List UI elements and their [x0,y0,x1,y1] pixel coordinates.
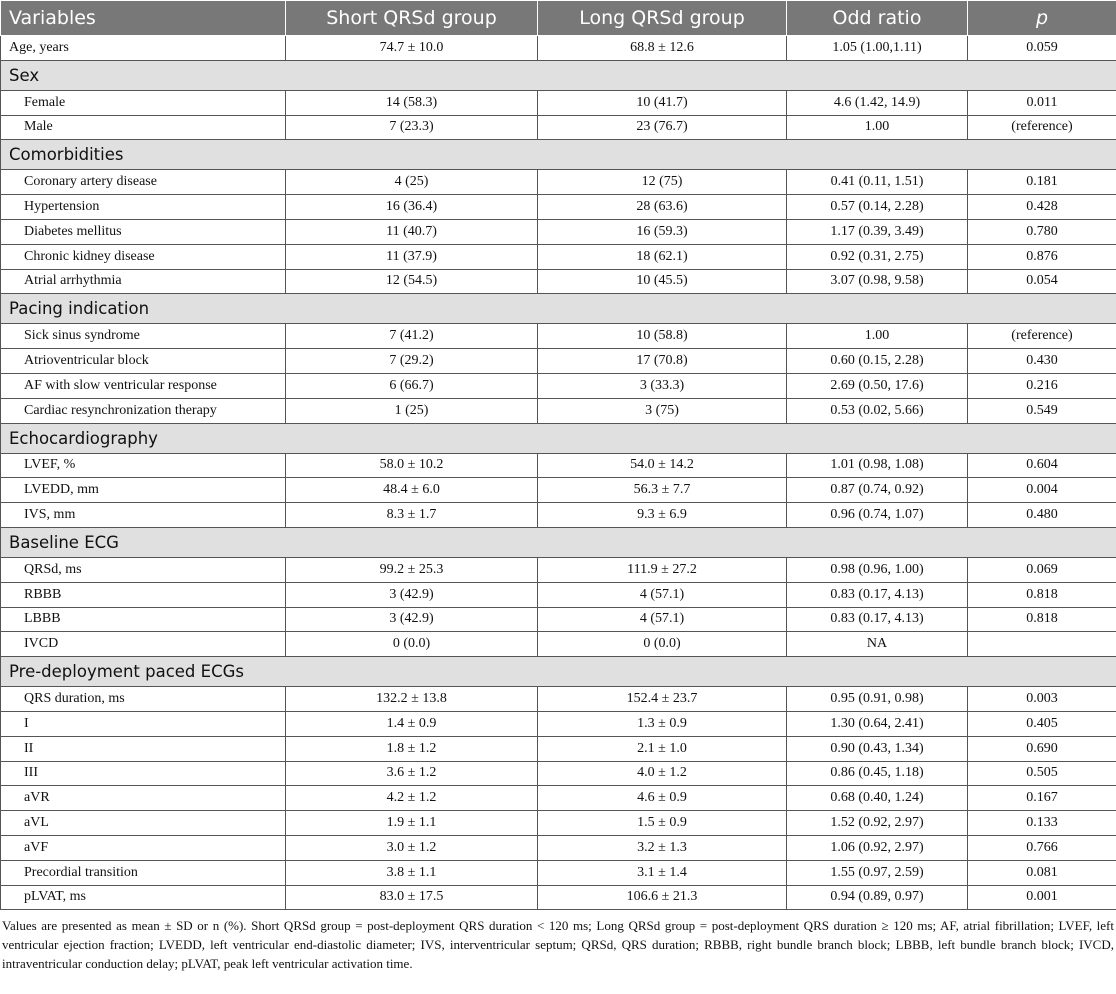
variable-cell: Cardiac resynchronization therapy [1,398,286,423]
table-row [1,885,1116,910]
p-value-cell: 0.480 [968,503,1116,528]
p-value-cell: 0.690 [968,736,1116,761]
variable-cell: I [1,711,286,736]
odd-ratio-cell: 0.90 (0.43, 1.34) [787,736,968,761]
table-row [1,453,1116,478]
long-qrsd-cell: 4 (57.1) [538,607,787,632]
variable-cell: Precordial transition [1,860,286,885]
short-qrsd-cell: 132.2 ± 13.8 [286,687,538,712]
short-qrsd-cell: 4 (25) [286,170,538,195]
table-row [1,349,1116,374]
long-qrsd-cell: 68.8 ± 12.6 [538,36,787,61]
long-qrsd-cell: 54.0 ± 14.2 [538,453,787,478]
p-value-cell: 0.818 [968,582,1116,607]
short-qrsd-cell: 3.0 ± 1.2 [286,835,538,860]
variable-cell: aVF [1,835,286,860]
p-value-cell: 0.003 [968,687,1116,712]
odd-ratio-cell: 0.53 (0.02, 5.66) [787,398,968,423]
short-qrsd-cell: 48.4 ± 6.0 [286,478,538,503]
table-footnote: Values are presented as mean ± SD or n (%). Short QRSd group = post-deployment QRS duration < 120 ms; Long QRSd group = post-deployment QRS duration ≥ 120 ms; AF, atrial fibrillation; LVEF, left ventricular ejection fraction; LVEDD, left ventricular end-diastolic diameter; IVS, interventricular septum; QRSd, QRS duration; RBBB, right bundle branch block; LBBB, left bundle branch block; IVCD, intraventricular conduction delay; pLVAT, peak left ventricular activation time. [2,918,1114,972]
section-label: Pre-deployment paced ECGs [1,657,1116,687]
long-qrsd-cell: 17 (70.8) [538,349,787,374]
variable-cell: Sick sinus syndrome [1,324,286,349]
long-qrsd-cell: 3 (33.3) [538,373,787,398]
variable-cell: Age, years [1,36,286,61]
p-value-cell: 0.059 [968,36,1116,61]
variable-cell: Atrioventricular block [1,349,286,374]
short-qrsd-cell: 1.8 ± 1.2 [286,736,538,761]
variable-cell: LVEDD, mm [1,478,286,503]
p-value-cell: 0.766 [968,835,1116,860]
short-qrsd-cell: 7 (41.2) [286,324,538,349]
table-row [1,219,1116,244]
short-qrsd-cell: 16 (36.4) [286,195,538,220]
p-value-cell: 0.004 [968,478,1116,503]
header-long-qrsd: Long QRSd group [538,1,787,36]
odd-ratio-cell: NA [787,632,968,657]
section-header-row [1,140,1116,170]
long-qrsd-cell: 1.5 ± 0.9 [538,811,787,836]
table-row [1,557,1116,582]
p-value-cell: 0.133 [968,811,1116,836]
long-qrsd-cell: 28 (63.6) [538,195,787,220]
header-short-qrsd: Short QRSd group [286,1,538,36]
variable-cell: QRSd, ms [1,557,286,582]
short-qrsd-cell: 3.8 ± 1.1 [286,860,538,885]
odd-ratio-cell: 0.95 (0.91, 0.98) [787,687,968,712]
table-row [1,607,1116,632]
section-label: Baseline ECG [1,527,1116,557]
odd-ratio-cell: 0.86 (0.45, 1.18) [787,761,968,786]
section-header-row [1,657,1116,687]
short-qrsd-cell: 58.0 ± 10.2 [286,453,538,478]
p-value-cell: 0.604 [968,453,1116,478]
odd-ratio-cell: 1.52 (0.92, 2.97) [787,811,968,836]
long-qrsd-cell: 18 (62.1) [538,244,787,269]
table-row [1,115,1116,140]
odd-ratio-cell: 1.05 (1.00,1.11) [787,36,968,61]
header-row [1,1,1116,36]
long-qrsd-cell: 56.3 ± 7.7 [538,478,787,503]
variable-cell: LBBB [1,607,286,632]
variable-cell: III [1,761,286,786]
odd-ratio-cell: 1.00 [787,115,968,140]
p-value-cell: 0.011 [968,90,1116,115]
long-qrsd-cell: 152.4 ± 23.7 [538,687,787,712]
long-qrsd-cell: 12 (75) [538,170,787,195]
variable-cell: II [1,736,286,761]
odd-ratio-cell: 1.55 (0.97, 2.59) [787,860,968,885]
section-label: Sex [1,60,1116,90]
table-row [1,195,1116,220]
long-qrsd-cell: 4 (57.1) [538,582,787,607]
table-row [1,736,1116,761]
variable-cell: Coronary artery disease [1,170,286,195]
odd-ratio-cell: 0.96 (0.74, 1.07) [787,503,968,528]
section-label: Pacing indication [1,294,1116,324]
variable-cell: Hypertension [1,195,286,220]
section-header-row [1,60,1116,90]
long-qrsd-cell: 16 (59.3) [538,219,787,244]
odd-ratio-cell: 0.57 (0.14, 2.28) [787,195,968,220]
variable-cell: Atrial arrhythmia [1,269,286,294]
p-value-cell [968,632,1116,657]
odd-ratio-cell: 2.69 (0.50, 17.6) [787,373,968,398]
odd-ratio-cell: 0.60 (0.15, 2.28) [787,349,968,374]
variable-cell: QRS duration, ms [1,687,286,712]
section-header-row [1,527,1116,557]
long-qrsd-cell: 3.2 ± 1.3 [538,835,787,860]
table-row [1,503,1116,528]
header-p-value: p [968,1,1116,36]
long-qrsd-cell: 0 (0.0) [538,632,787,657]
odd-ratio-cell: 1.01 (0.98, 1.08) [787,453,968,478]
p-value-cell: 0.430 [968,349,1116,374]
variable-cell: LVEF, % [1,453,286,478]
section-header-row [1,423,1116,453]
table-row [1,373,1116,398]
odd-ratio-cell: 3.07 (0.98, 9.58) [787,269,968,294]
variable-cell: Female [1,90,286,115]
short-qrsd-cell: 11 (37.9) [286,244,538,269]
short-qrsd-cell: 7 (29.2) [286,349,538,374]
long-qrsd-cell: 111.9 ± 27.2 [538,557,787,582]
long-qrsd-cell: 10 (58.8) [538,324,787,349]
p-value-cell: 0.167 [968,786,1116,811]
p-value-cell: 0.428 [968,195,1116,220]
variable-cell: aVR [1,786,286,811]
header-variables: Variables [1,1,286,36]
table-row [1,398,1116,423]
short-qrsd-cell: 74.7 ± 10.0 [286,36,538,61]
long-qrsd-cell: 4.0 ± 1.2 [538,761,787,786]
p-value-cell: 0.069 [968,557,1116,582]
short-qrsd-cell: 1.9 ± 1.1 [286,811,538,836]
p-value-cell: 0.054 [968,269,1116,294]
odd-ratio-cell: 4.6 (1.42, 14.9) [787,90,968,115]
long-qrsd-cell: 10 (45.5) [538,269,787,294]
long-qrsd-cell: 3.1 ± 1.4 [538,860,787,885]
long-qrsd-cell: 106.6 ± 21.3 [538,885,787,910]
short-qrsd-cell: 3.6 ± 1.2 [286,761,538,786]
variable-cell: IVCD [1,632,286,657]
short-qrsd-cell: 3 (42.9) [286,607,538,632]
long-qrsd-cell: 1.3 ± 0.9 [538,711,787,736]
long-qrsd-cell: 4.6 ± 0.9 [538,786,787,811]
table-row [1,860,1116,885]
odd-ratio-cell: 1.06 (0.92, 2.97) [787,835,968,860]
table-row [1,711,1116,736]
header-odd-ratio: Odd ratio [787,1,968,36]
short-qrsd-cell: 1 (25) [286,398,538,423]
p-value-cell: 0.405 [968,711,1116,736]
variable-cell: pLVAT, ms [1,885,286,910]
long-qrsd-cell: 3 (75) [538,398,787,423]
long-qrsd-cell: 2.1 ± 1.0 [538,736,787,761]
odd-ratio-cell: 0.41 (0.11, 1.51) [787,170,968,195]
table-row [1,786,1116,811]
table-row [1,90,1116,115]
odd-ratio-cell: 0.98 (0.96, 1.00) [787,557,968,582]
p-value-cell: 0.216 [968,373,1116,398]
variable-cell: RBBB [1,582,286,607]
p-value-cell: 0.818 [968,607,1116,632]
table-row [1,170,1116,195]
short-qrsd-cell: 4.2 ± 1.2 [286,786,538,811]
table-row [1,478,1116,503]
section-header-row [1,294,1116,324]
odd-ratio-cell: 1.17 (0.39, 3.49) [787,219,968,244]
p-value-cell: 0.780 [968,219,1116,244]
odd-ratio-cell: 1.30 (0.64, 2.41) [787,711,968,736]
odd-ratio-cell: 0.83 (0.17, 4.13) [787,582,968,607]
short-qrsd-cell: 7 (23.3) [286,115,538,140]
short-qrsd-cell: 99.2 ± 25.3 [286,557,538,582]
variable-cell: AF with slow ventricular response [1,373,286,398]
table-row [1,269,1116,294]
variable-cell: aVL [1,811,286,836]
short-qrsd-cell: 3 (42.9) [286,582,538,607]
short-qrsd-cell: 12 (54.5) [286,269,538,294]
odd-ratio-cell: 0.92 (0.31, 2.75) [787,244,968,269]
variable-cell: IVS, mm [1,503,286,528]
variable-cell: Diabetes mellitus [1,219,286,244]
p-value-cell: 0.181 [968,170,1116,195]
table-row [1,687,1116,712]
odd-ratio-cell: 0.68 (0.40, 1.24) [787,786,968,811]
short-qrsd-cell: 6 (66.7) [286,373,538,398]
p-value-cell: 0.001 [968,885,1116,910]
p-value-cell: 0.876 [968,244,1116,269]
table-row [1,811,1116,836]
odd-ratio-cell: 0.87 (0.74, 0.92) [787,478,968,503]
short-qrsd-cell: 0 (0.0) [286,632,538,657]
table-row [1,632,1116,657]
odd-ratio-cell: 0.94 (0.89, 0.97) [787,885,968,910]
p-value-cell: 0.081 [968,860,1116,885]
short-qrsd-cell: 1.4 ± 0.9 [286,711,538,736]
p-value-cell: 0.505 [968,761,1116,786]
long-qrsd-cell: 10 (41.7) [538,90,787,115]
p-value-cell: 0.549 [968,398,1116,423]
p-value-cell: (reference) [968,115,1116,140]
short-qrsd-cell: 83.0 ± 17.5 [286,885,538,910]
short-qrsd-cell: 14 (58.3) [286,90,538,115]
variable-cell: Chronic kidney disease [1,244,286,269]
section-label: Comorbidities [1,140,1116,170]
variable-cell: Male [1,115,286,140]
table-row [1,324,1116,349]
short-qrsd-cell: 8.3 ± 1.7 [286,503,538,528]
table-row [1,582,1116,607]
table-row [1,244,1116,269]
long-qrsd-cell: 23 (76.7) [538,115,787,140]
table-row [1,835,1116,860]
long-qrsd-cell: 9.3 ± 6.9 [538,503,787,528]
short-qrsd-cell: 11 (40.7) [286,219,538,244]
odd-ratio-cell: 0.83 (0.17, 4.13) [787,607,968,632]
table-row [1,36,1116,61]
table-row [1,761,1116,786]
section-label: Echocardiography [1,423,1116,453]
p-value-cell: (reference) [968,324,1116,349]
odd-ratio-cell: 1.00 [787,324,968,349]
